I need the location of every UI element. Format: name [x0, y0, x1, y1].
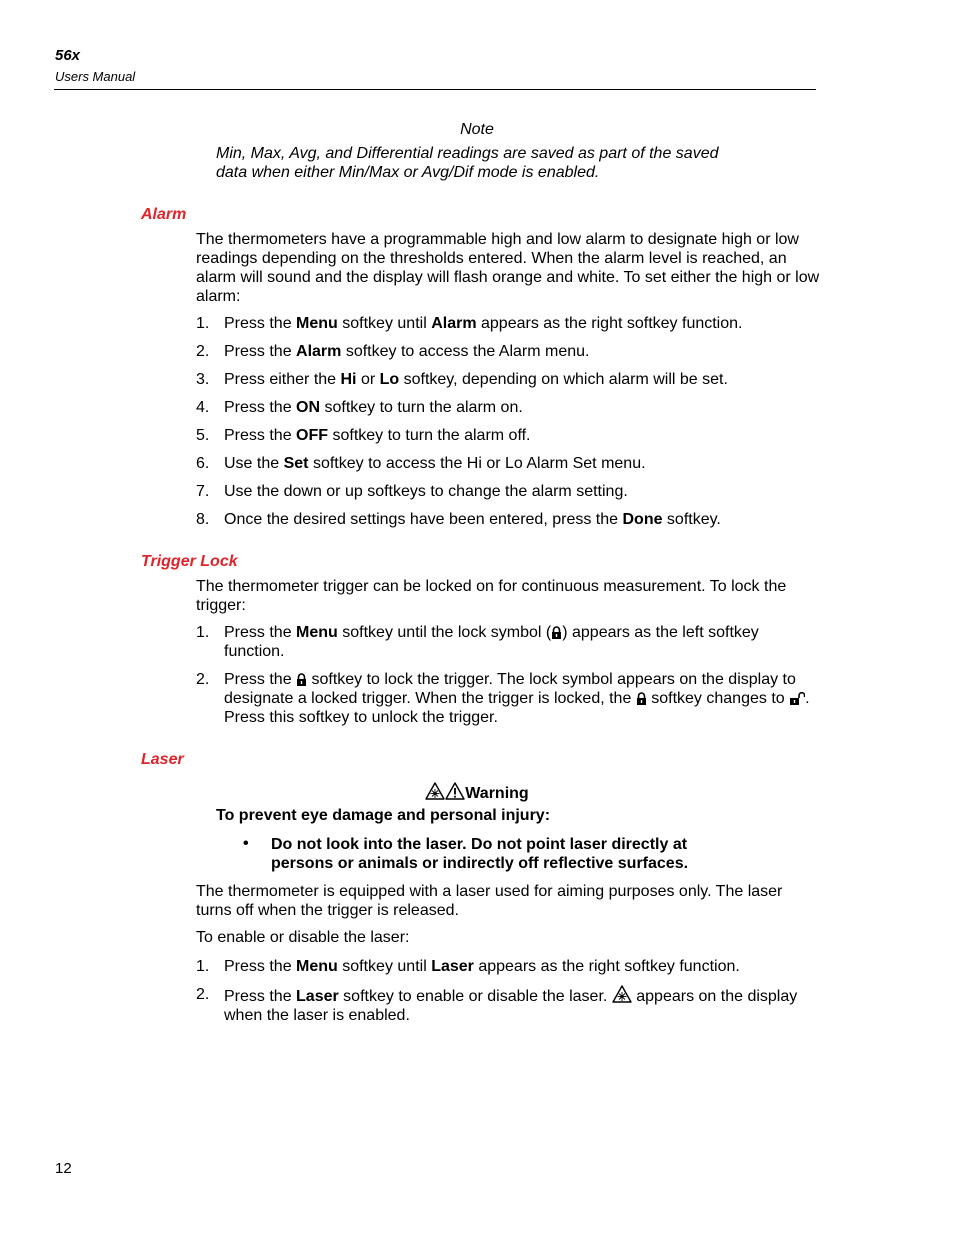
- note-title: Note: [460, 121, 494, 138]
- step-number: 8.: [196, 511, 210, 528]
- laser-warning-icon: [612, 985, 632, 1003]
- lock-icon: [636, 692, 647, 705]
- caution-icon: [445, 782, 465, 800]
- step-number: 2.: [196, 343, 210, 360]
- step-number: 2.: [196, 986, 210, 1003]
- section-heading-alarm: Alarm: [141, 206, 187, 223]
- laser-warning-icon: [425, 782, 445, 800]
- manual-model: 56x: [55, 47, 81, 64]
- manual-subtitle: Users Manual: [55, 69, 136, 84]
- step-number: 1.: [196, 624, 210, 641]
- step-number: 5.: [196, 427, 210, 444]
- laser-para-2: To enable or disable the laser:: [196, 929, 410, 946]
- note-body: Min, Max, Avg, and Differential readings are saved as part of the saved data when either Min/Max or Avg/Dif mode is enabled.: [216, 145, 719, 181]
- lock-icon: [296, 673, 307, 686]
- unlock-icon: [789, 692, 805, 705]
- alarm-intro: The thermometers have a programmable high and low alarm to designate high or low readings depending on the thresholds entered. When the alarm level is reached, an alarm will sound and the display will flash orange and white. To set either the high or low alarm:: [196, 231, 820, 305]
- warning-bullet-text: Do not look into the laser. Do not point laser directly at persons or animals or indirectly off reflective surfaces.: [271, 836, 689, 872]
- lock-icon: [551, 626, 562, 639]
- step-number: 7.: [196, 483, 210, 500]
- step-number: 2.: [196, 671, 210, 688]
- section-heading-laser: Laser: [141, 751, 184, 768]
- step-number: 1.: [196, 958, 210, 975]
- bullet-marker: •: [243, 835, 249, 852]
- warning-lead: To prevent eye damage and personal injury:: [216, 807, 551, 824]
- laser-para-1: The thermometer is equipped with a laser used for aiming purposes only. The laser turns off when the trigger is released.: [196, 883, 783, 919]
- step-number: 6.: [196, 455, 210, 472]
- trigger-lock-intro: The thermometer trigger can be locked on for continuous measurement. To lock the trigger:: [196, 578, 787, 614]
- step-number: 3.: [196, 371, 210, 388]
- warning-title: Warning: [216, 782, 738, 803]
- step-number: 4.: [196, 399, 210, 416]
- section-heading-trigger-lock: Trigger Lock: [141, 553, 238, 570]
- step-number: 1.: [196, 315, 210, 332]
- header-divider: [54, 89, 816, 90]
- page-number: 12: [55, 1160, 72, 1177]
